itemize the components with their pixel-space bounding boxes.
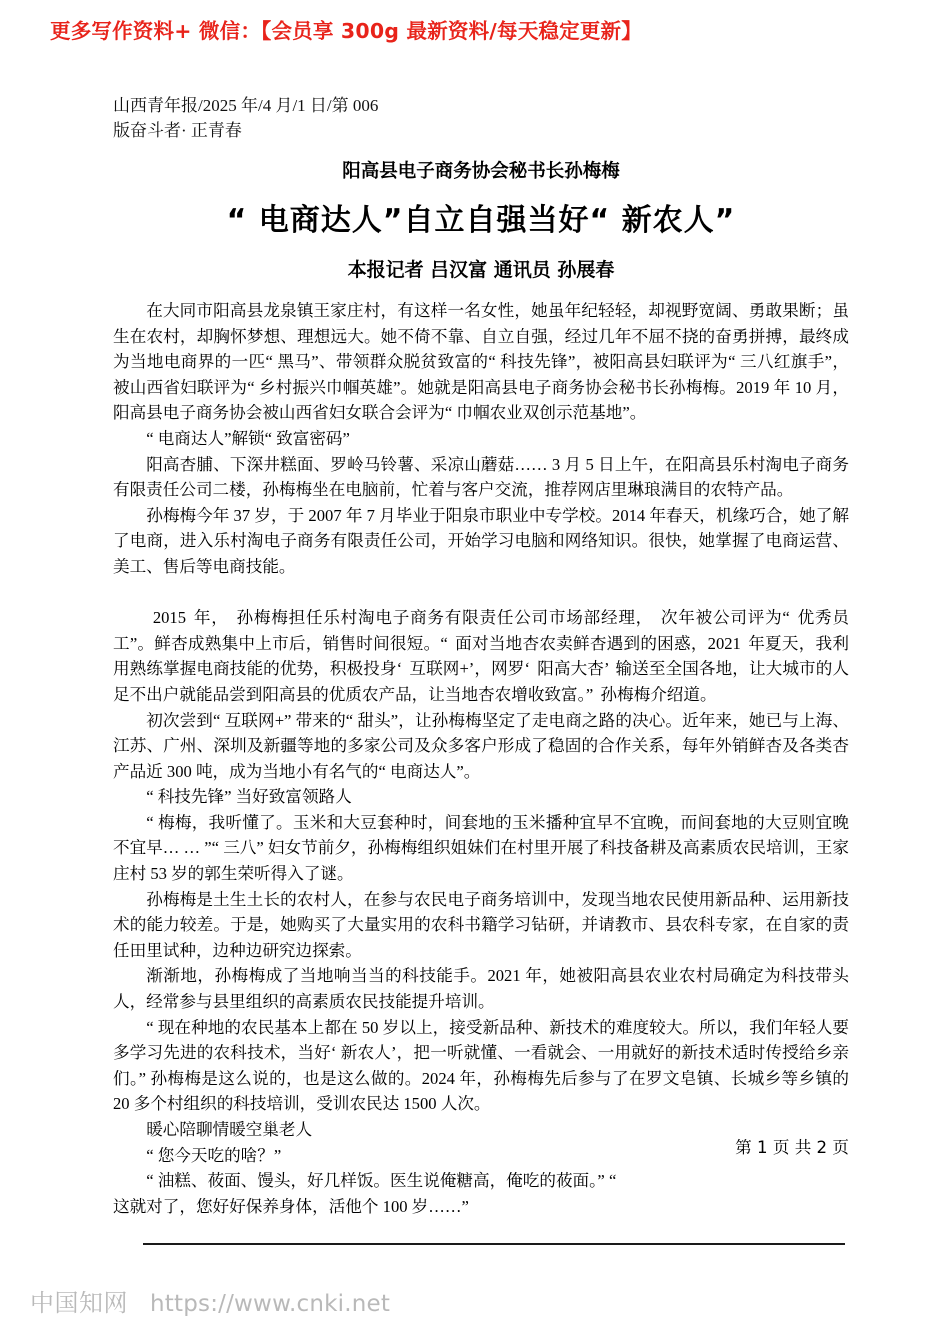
- paragraph: 阳高杏脯、下深井糕面、罗岭马铃薯、采凉山蘑菇…… 3 月 5 日上午，在阳高县乐村淘电子商务有限责任公司二楼，孙梅梅坐在电脑前，忙着与客户交流，推荐网店里琳琅满目的农特产品。: [113, 454, 849, 500]
- paragraph: 在大同市阳高县龙泉镇王家庄村，有这样一名女性，她虽年纪轻轻，却视野宽阔、勇敢果断；虽生在农村，却胸怀梦想、理想远大。她不倚不靠、自立自强，经过几年不屈不挠的奋勇拼搏，最终成为当地电商界的一匹“ 黑马”、带领群众脱贫致富的“ 科技先锋”，被阳高县妇联评为“ 三八红旗手”，被山西省妇联评为“ 乡村振兴巾帼英雄”。她就是阳高县电子商务协会秘书长孙梅梅。2019 年 10 月，阳高县电子商务协会被山西省妇女联合会评为“ 巾帼农业双创示范基地”。: [113, 301, 849, 423]
- footer-divider: [143, 1243, 845, 1245]
- cnki-watermark: [30, 1283, 390, 1318]
- page-number: 第 1 页 共 2 页: [735, 1138, 849, 1157]
- page-title: “ 电商达人”自立自强当好“ 新农人”: [226, 203, 736, 238]
- paragraph: “ 现在种地的农民基本上都在 50 岁以上，接受新品种、新技术的难度较大。所以，我们年轻人要多学习先进的农科技术，当好‘ 新农人’，把一听就懂、一看就会、一用就好的新技术适时传授给乡亲们。” 孙梅梅是这么说的，也是这么做的。2024 年，孙梅梅先后参与了在罗文皂镇、长城乡等乡镇的 20 多个村组织的科技培训，受训农民达 1500 人次。: [113, 1017, 849, 1114]
- watermark-name: 中国知网: [30, 1289, 128, 1317]
- watermark-url: https://www.cnki.net: [150, 1291, 391, 1317]
- masthead-line-1: 山西青年报/2025 年/4 月/1 日/第 006: [113, 96, 379, 115]
- article-body: [113, 298, 849, 1219]
- paragraph: 孙梅梅是土生土长的农村人，在参与农民电子商务培训中，发现当地农民使用新品种、运用新技术的能力较差。于是，她购买了大量实用的农科书籍学习钻研，并请教市、县农科专家，在自家的责任田里试种，边种边研究边探索。: [113, 889, 849, 960]
- masthead: [113, 93, 853, 143]
- paragraph: 初次尝到“ 互联网+” 带来的“ 甜头”，让孙梅梅坚定了走电商之路的决心。近年来，她已与上海、江苏、广州、深圳及新疆等地的多家公司及众多客户形成了稳固的合作关系，每年外销鲜杏及各类杏产品近 300 吨，成为当地小有名气的“ 电商达人”。: [113, 710, 849, 781]
- paragraph: 2015 年， 孙梅梅担任乐村淘电子商务有限责任公司市场部经理， 次年被公司评为“ 优秀员工”。鲜杏成熟集中上市后，销售时间很短。“ 面对当地杏农卖鲜杏遇到的困惑，2021 年夏天，我利用熟练掌握电商技能的优势，积极投身‘ 互联网+’，网罗‘ 阳高大杏’ 输送至全国各地，让大城市的人足不出户就能品尝到阳高县的优质农产品，让当地杏农增收致富。” 孙梅梅介绍道。: [113, 608, 849, 704]
- paragraph: 这就对了，您好好保养身体，活他个 100 岁……”: [113, 1196, 469, 1216]
- article-kicker: 阳高县电子商务协会秘书长孙梅梅: [342, 161, 620, 182]
- promo-banner: 更多写作资料+ 微信：【会员享 300g 最新资料/每天稳定更新】: [50, 19, 642, 43]
- paragraph: “ 科技先锋” 当好致富领路人: [146, 787, 352, 807]
- paragraph: “ 梅梅，我听懂了。玉米和大豆套种时，间套地的玉米播种宜早不宜晚，而间套地的大豆则宜晚不宜早… … ”“ 三八” 妇女节前夕，孙梅梅组织姐妹们在村里开展了科技备耕及高素质农民培训，王家庄村 53 岁的郭生荣听得入了谜。: [113, 812, 849, 884]
- article-byline: 本报记者 吕汉富 通讯员 孙展春: [347, 259, 615, 281]
- paragraph: 孙梅梅今年 37 岁，于 2007 年 7 月毕业于阳泉市职业中专学校。2014 年春天，机缘巧合，她了解了电商，进入乐村淘电子商务有限责任公司，开始学习电脑和网络知识。很快，她掌握了电商运营、美工、售后等电商技能。: [113, 505, 849, 576]
- paragraph: “ 电商达人”解锁“ 致富密码”: [146, 428, 350, 448]
- paragraph: “ 您今天吃的啥？”: [146, 1145, 282, 1165]
- masthead-line-2: 版奋斗者· 正青春: [113, 121, 242, 140]
- paragraph: “ 油糕、莜面、馒头，好几样饭。医生说俺糖高，俺吃的莜面。” “: [146, 1171, 617, 1191]
- paragraph: 暖心陪聊情暖空巢老人: [146, 1120, 313, 1139]
- paragraph: 渐渐地，孙梅梅成了当地响当当的科技能手。2021 年，她被阳高县农业农村局确定为科技带头人，经常参与县里组织的高素质农民技能提升培训。: [113, 966, 849, 1012]
